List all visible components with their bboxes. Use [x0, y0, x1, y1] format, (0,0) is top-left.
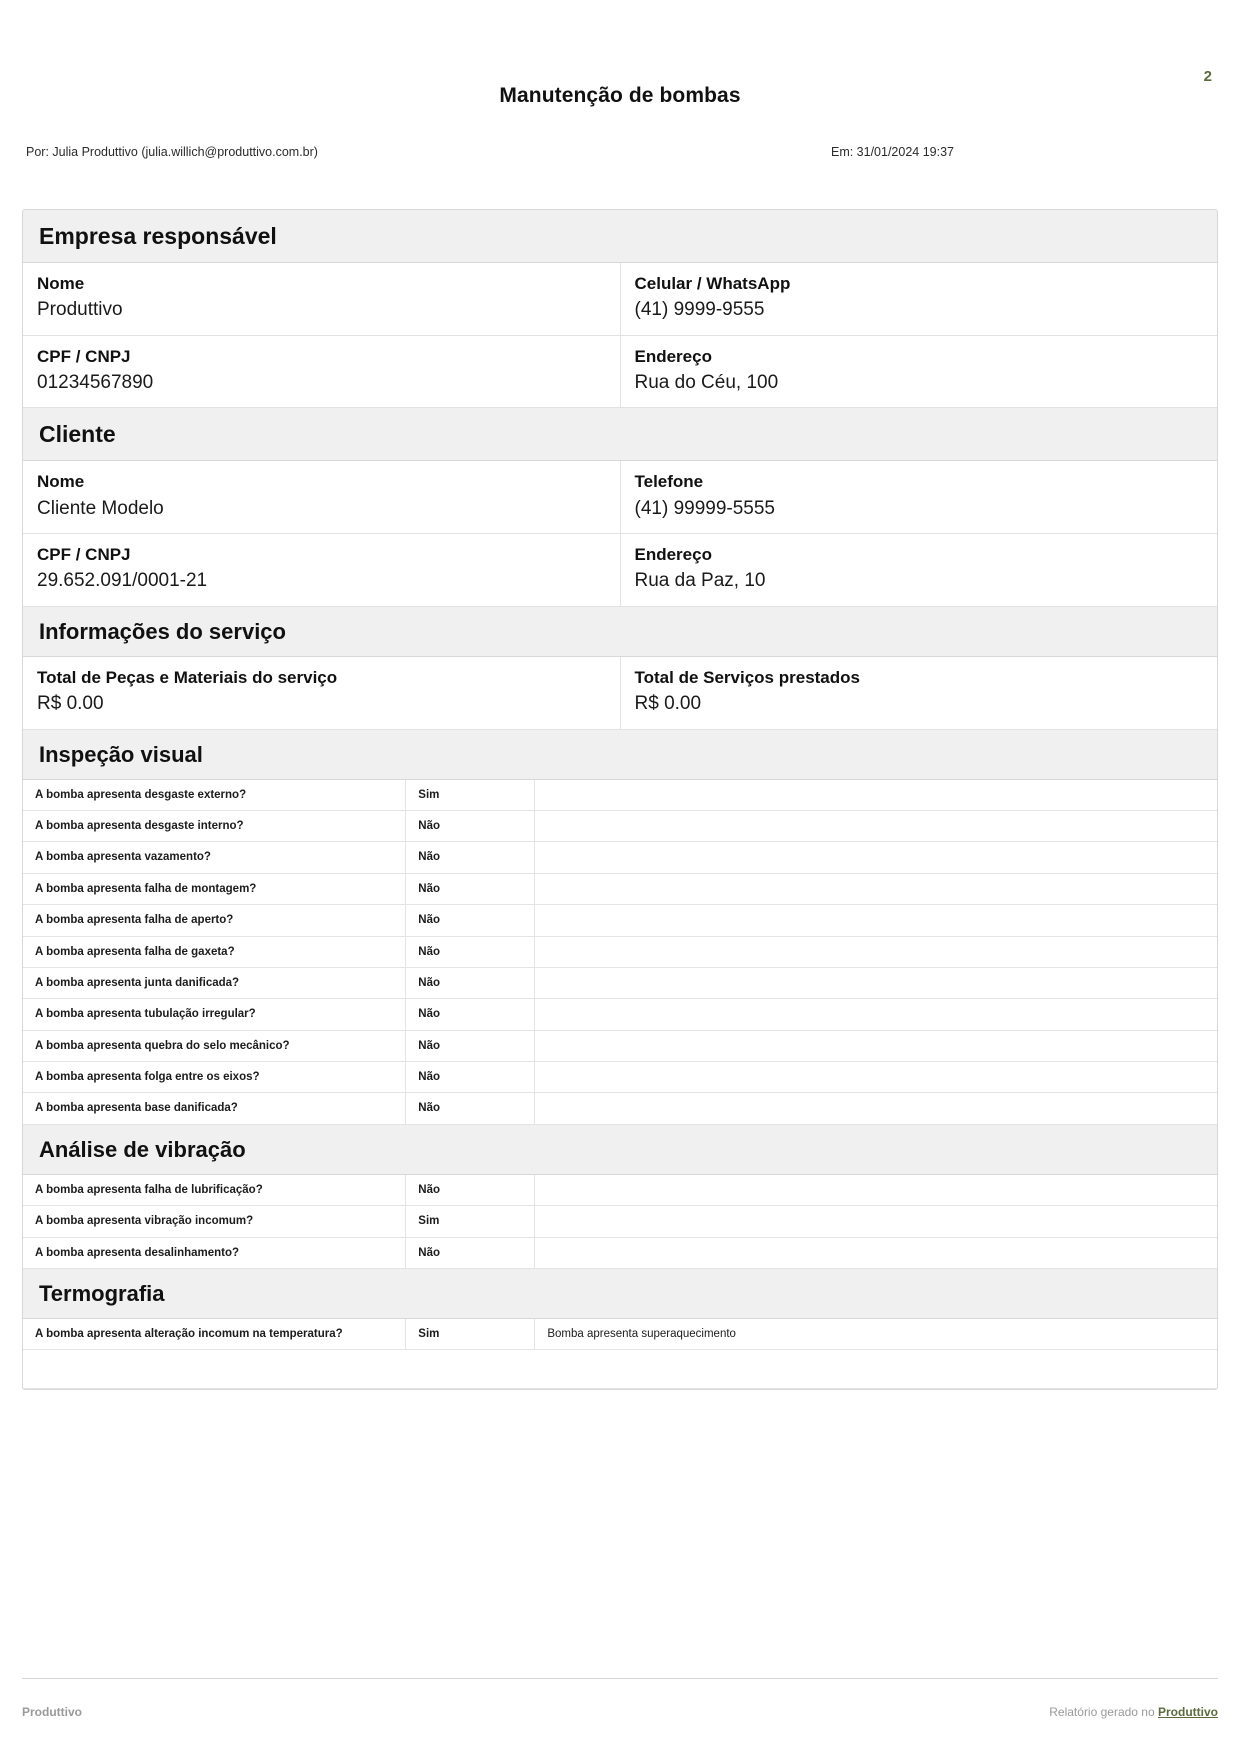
- question-text: A bomba apresenta vazamento?: [23, 842, 406, 873]
- client-name-label: Nome: [37, 472, 85, 492]
- services-total-label: Total de Serviços prestados: [634, 667, 860, 687]
- section-header-thermography: Termografia: [23, 1269, 1217, 1319]
- company-address-value: Rua do Céu, 100: [634, 371, 779, 393]
- question-text: A bomba apresenta alteração incomum na temperatura?: [23, 1319, 406, 1350]
- client-address-label: Endereço: [634, 545, 712, 565]
- question-text: A bomba apresenta desgaste interno?: [23, 811, 406, 842]
- question-text: A bomba apresenta base danificada?: [23, 1093, 406, 1124]
- table-row: [23, 967, 1217, 998]
- table-row: [23, 461, 1217, 533]
- footer-divider: [22, 1678, 1218, 1679]
- question-answer: Não: [406, 842, 535, 873]
- table-row: [23, 1319, 1217, 1350]
- vibration-analysis-rows: [23, 1175, 1217, 1269]
- question-text: A bomba apresenta desgaste externo?: [23, 780, 406, 811]
- date-line: Em: 31/01/2024 19:37: [830, 145, 954, 159]
- question-answer: Não: [406, 873, 535, 904]
- client-name-value: Cliente Modelo: [37, 497, 164, 519]
- company-name-value: Produttivo: [37, 299, 123, 321]
- client-phone-value: (41) 99999-5555: [634, 497, 775, 519]
- service-totals-table: [23, 657, 1217, 730]
- table-row: [23, 1093, 1217, 1124]
- question-note: [535, 936, 1217, 967]
- question-note: [535, 1175, 1217, 1206]
- question-text: A bomba apresenta quebra do selo mecânico?: [23, 1030, 406, 1061]
- footer-generated-by: [1049, 1705, 1218, 1719]
- question-answer: Sim: [406, 1206, 535, 1237]
- client-phone-cell: [620, 461, 1217, 533]
- client-doc-cell: [23, 534, 620, 607]
- question-text: A bomba apresenta vibração incomum?: [23, 1206, 406, 1237]
- table-row: [23, 936, 1217, 967]
- question-note: [535, 967, 1217, 998]
- client-doc-label: CPF / CNPJ: [37, 545, 131, 565]
- company-phone-label: Celular / WhatsApp: [634, 274, 791, 293]
- company-phone-cell: [620, 263, 1217, 335]
- question-text: A bomba apresenta falha de lubrificação?: [23, 1175, 406, 1206]
- thermography-table: [23, 1319, 1217, 1350]
- question-note: [535, 1206, 1217, 1237]
- question-text: A bomba apresenta falha de gaxeta?: [23, 936, 406, 967]
- visual-inspection-rows: [23, 780, 1217, 1125]
- question-answer: Sim: [406, 1319, 535, 1350]
- table-row: [23, 263, 1217, 335]
- question-answer: Não: [406, 1093, 535, 1124]
- question-answer: Não: [406, 1030, 535, 1061]
- company-name-cell: [23, 263, 620, 335]
- company-name-label: Nome: [37, 274, 85, 293]
- question-answer: Não: [406, 1062, 535, 1093]
- parts-total-cell: [23, 657, 620, 729]
- question-note: [535, 1093, 1217, 1124]
- question-note: [535, 1237, 1217, 1268]
- footer-brand: Produttivo: [22, 1705, 82, 1719]
- company-address-label: Endereço: [634, 346, 712, 366]
- table-row: [23, 811, 1217, 842]
- section-header-visual-inspection: Inspeção visual: [23, 730, 1217, 780]
- vibration-analysis-table: [23, 1175, 1217, 1269]
- table-row: [23, 1030, 1217, 1061]
- company-doc-cell: [23, 335, 620, 408]
- footer-produttivo-link[interactable]: Produttivo: [1158, 1705, 1218, 1719]
- table-row: [23, 657, 1217, 729]
- table-row: [23, 999, 1217, 1030]
- question-note: [535, 1030, 1217, 1061]
- question-note: [535, 842, 1217, 873]
- table-row: [23, 1175, 1217, 1206]
- question-answer: Não: [406, 811, 535, 842]
- question-text: A bomba apresenta tubulação irregular?: [23, 999, 406, 1030]
- question-text: A bomba apresenta falha de montagem?: [23, 873, 406, 904]
- services-total-value: R$ 0.00: [634, 693, 702, 715]
- table-row: [23, 780, 1217, 811]
- table-row: [23, 873, 1217, 904]
- question-note: [535, 811, 1217, 842]
- table-row: [23, 842, 1217, 873]
- question-answer: Não: [406, 999, 535, 1030]
- question-note: [535, 1062, 1217, 1093]
- page-number: 2: [1203, 68, 1212, 85]
- parts-total-label: Total de Peças e Materiais do serviço: [37, 667, 338, 687]
- client-details-table: [23, 461, 1217, 606]
- table-row: [23, 1062, 1217, 1093]
- client-address-cell: [620, 534, 1217, 607]
- visual-inspection-table: [23, 780, 1217, 1125]
- blank-strip: [23, 1350, 1217, 1389]
- company-address-cell: [620, 335, 1217, 408]
- question-note: Bomba apresenta superaquecimento: [535, 1319, 1217, 1350]
- question-note: [535, 873, 1217, 904]
- section-header-company: Empresa responsável: [23, 210, 1217, 263]
- question-answer: Não: [406, 1175, 535, 1206]
- table-row: [23, 905, 1217, 936]
- question-note: [535, 999, 1217, 1030]
- table-row: [23, 534, 1217, 607]
- question-answer: Não: [406, 905, 535, 936]
- question-answer: Não: [406, 936, 535, 967]
- parts-total-value: R$ 0.00: [37, 693, 104, 715]
- author-line: Por: Julia Produttivo (julia.willich@produttivo.com.br): [26, 145, 318, 159]
- section-header-vibration-analysis: Análise de vibração: [23, 1125, 1217, 1175]
- report-card: [22, 209, 1218, 1390]
- question-answer: Sim: [406, 780, 535, 811]
- company-phone-value: (41) 9999-9555: [634, 299, 765, 321]
- client-address-value: Rua da Paz, 10: [634, 570, 766, 592]
- section-header-service: Informações do serviço: [23, 607, 1217, 657]
- question-answer: Não: [406, 967, 535, 998]
- table-row: [23, 1237, 1217, 1268]
- company-details-table: [23, 263, 1217, 408]
- section-header-client: Cliente: [23, 408, 1217, 461]
- question-text: A bomba apresenta falha de aperto?: [23, 905, 406, 936]
- table-row: [23, 1206, 1217, 1237]
- document-meta: [22, 145, 1218, 159]
- client-phone-label: Telefone: [634, 472, 704, 492]
- client-doc-value: 29.652.091/0001-21: [37, 570, 208, 592]
- company-doc-label: CPF / CNPJ: [37, 346, 131, 366]
- company-doc-value: 01234567890: [37, 371, 154, 393]
- services-total-cell: [620, 657, 1217, 729]
- question-text: A bomba apresenta folga entre os eixos?: [23, 1062, 406, 1093]
- page-title: Manutenção de bombas: [499, 84, 741, 107]
- client-name-cell: [23, 461, 620, 533]
- question-text: A bomba apresenta junta danificada?: [23, 967, 406, 998]
- question-answer: Não: [406, 1237, 535, 1268]
- question-text: A bomba apresenta desalinhamento?: [23, 1237, 406, 1268]
- footer-generated-text: Relatório gerado no: [1049, 1705, 1158, 1719]
- question-note: [535, 780, 1217, 811]
- page-footer: [22, 1705, 1218, 1719]
- question-note: [535, 905, 1217, 936]
- thermography-rows: [23, 1319, 1217, 1350]
- table-row: [23, 335, 1217, 408]
